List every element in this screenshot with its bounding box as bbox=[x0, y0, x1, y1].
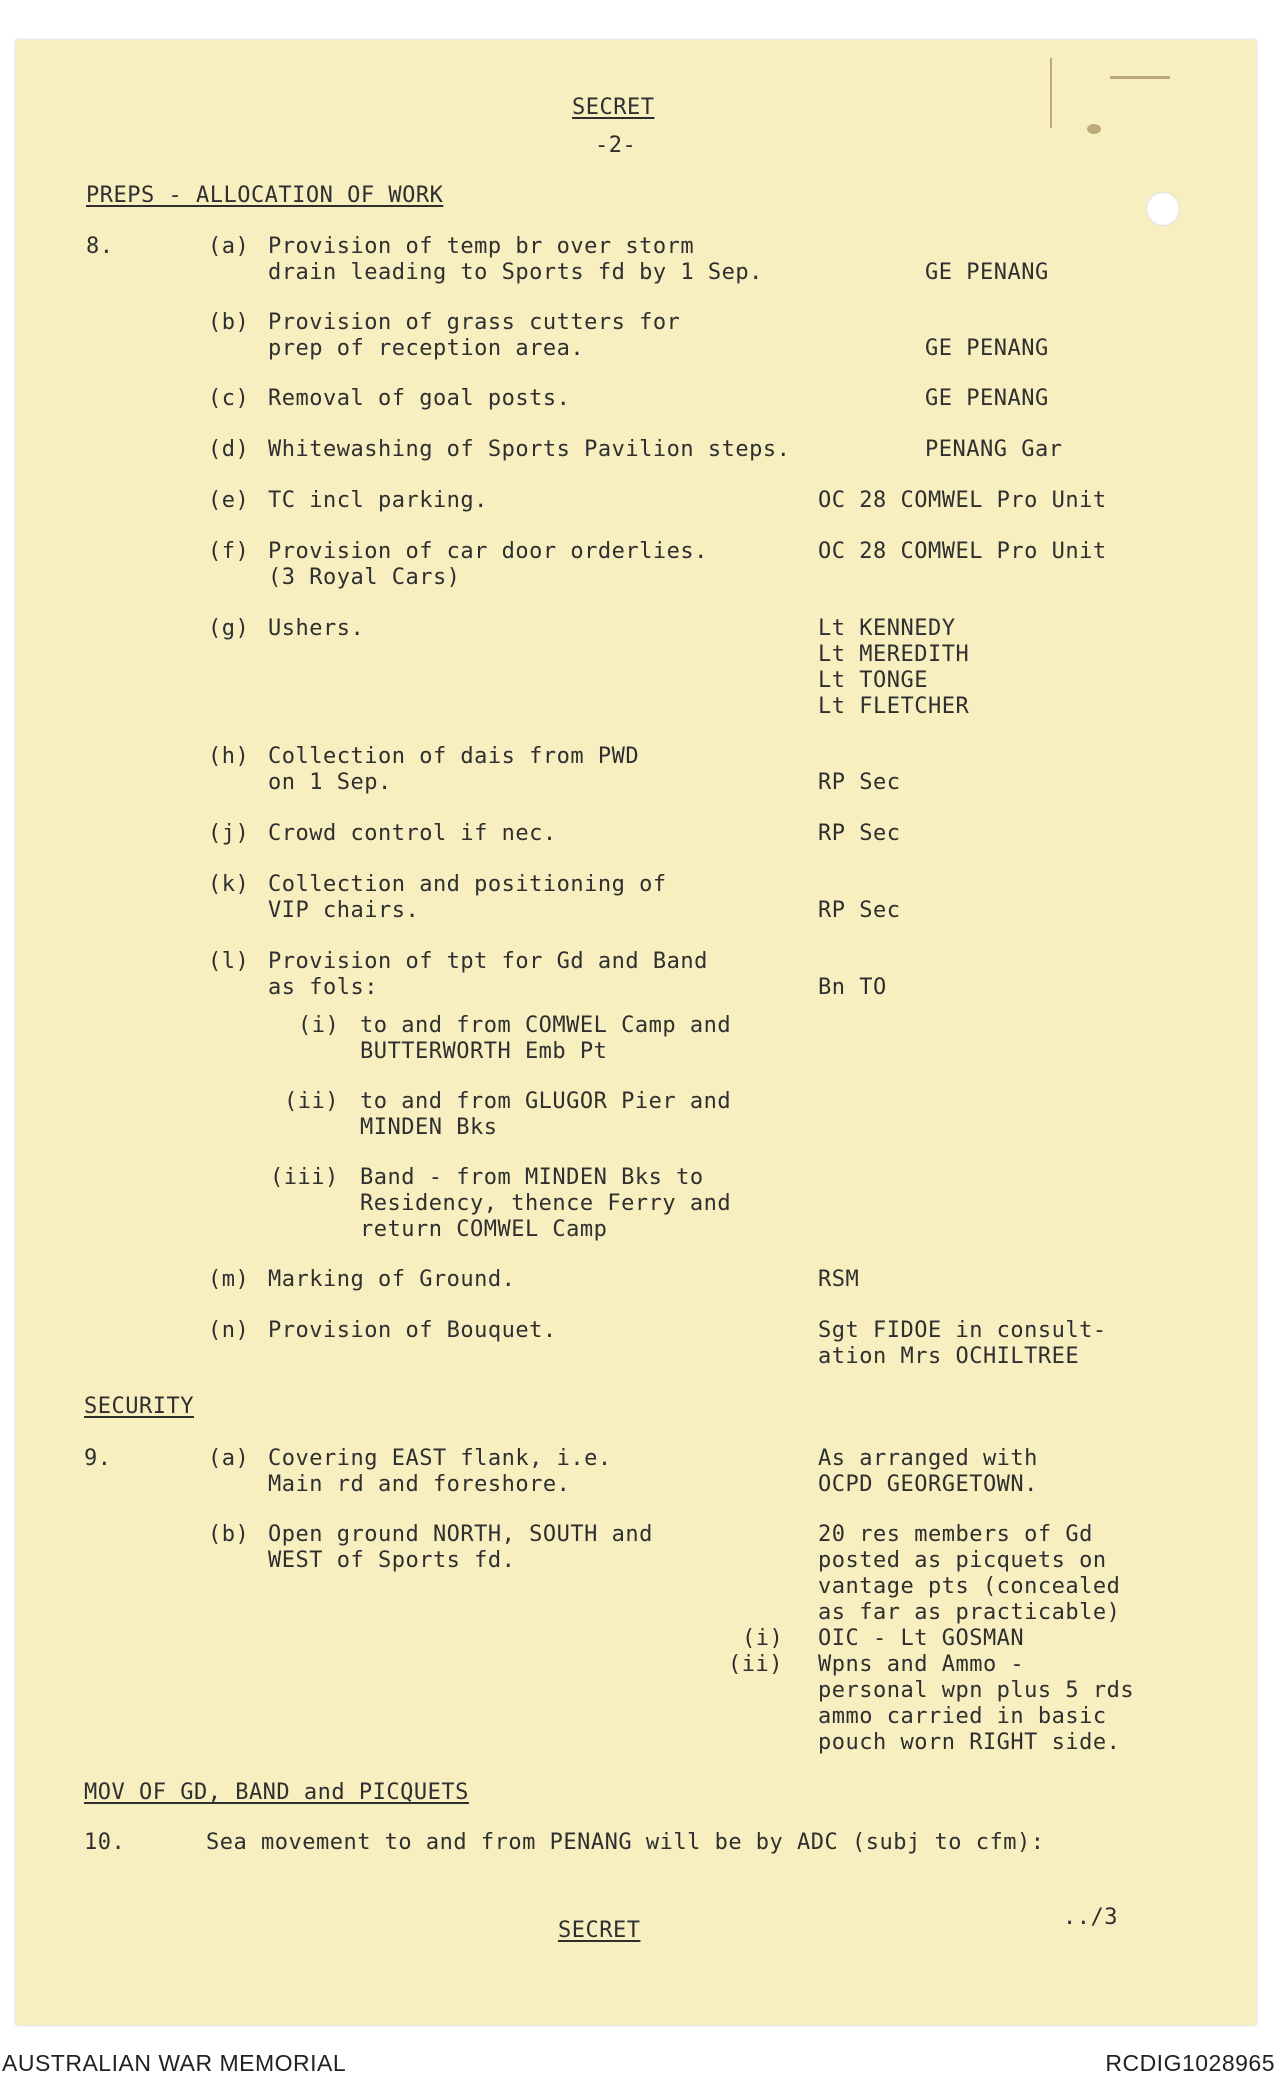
para-number: 9. bbox=[84, 1446, 112, 1471]
sub-item-key: (i) bbox=[742, 1626, 784, 1651]
item-text: prep of reception area. bbox=[268, 336, 585, 361]
sub-item-text: BUTTERWORTH Emb Pt bbox=[360, 1039, 608, 1064]
archive-reference: RCDIG1028965 bbox=[1105, 2050, 1275, 2076]
classification-bottom: SECRET bbox=[558, 1918, 641, 1943]
sub-item-text: Band - from MINDEN Bks to bbox=[360, 1165, 704, 1190]
paragraph-text: Sea movement to and from PENANG will be by ADC (subj to cfm): bbox=[206, 1830, 1045, 1855]
item-key: (f) bbox=[208, 539, 250, 564]
staple-mark bbox=[1087, 124, 1101, 134]
item-text: Whitewashing of Sports Pavilion steps. bbox=[268, 437, 791, 462]
item-text: (3 Royal Cars) bbox=[268, 565, 461, 590]
para-number: 10. bbox=[84, 1830, 126, 1855]
item-responsibility: Sgt FIDOE in consult- bbox=[818, 1318, 1107, 1343]
item-text: Removal of goal posts. bbox=[268, 386, 571, 411]
item-responsibility: vantage pts (concealed bbox=[818, 1574, 1121, 1599]
sub-item-text: return COMWEL Camp bbox=[360, 1217, 608, 1242]
item-text: Provision of temp br over storm bbox=[268, 234, 695, 259]
item-key: (a) bbox=[208, 1446, 250, 1471]
sub-item-key: (ii) bbox=[728, 1652, 783, 1677]
item-key: (e) bbox=[208, 488, 250, 513]
item-text: Collection and positioning of bbox=[268, 872, 667, 897]
item-text: Main rd and foreshore. bbox=[268, 1472, 571, 1497]
staple-mark bbox=[1110, 76, 1170, 79]
item-text: Covering EAST flank, i.e. bbox=[268, 1446, 612, 1471]
section-heading-movement: MOV OF GD, BAND and PICQUETS bbox=[84, 1780, 469, 1805]
item-key: (j) bbox=[208, 821, 250, 846]
sub-item-text: to and from GLUGOR Pier and bbox=[360, 1089, 732, 1114]
item-key: (b) bbox=[208, 1522, 250, 1547]
item-key: (h) bbox=[208, 744, 250, 769]
item-key: (c) bbox=[208, 386, 250, 411]
item-text: WEST of Sports fd. bbox=[268, 1548, 516, 1573]
item-responsibility: OC 28 COMWEL Pro Unit bbox=[818, 539, 1107, 564]
item-responsibility: GE PENANG bbox=[925, 260, 1049, 285]
sub-item-text: to and from COMWEL Camp and bbox=[360, 1013, 732, 1038]
item-text: VIP chairs. bbox=[268, 898, 420, 923]
item-key: (g) bbox=[208, 616, 250, 641]
item-text: TC incl parking. bbox=[268, 488, 488, 513]
item-key: (n) bbox=[208, 1318, 250, 1343]
item-text: as fols: bbox=[268, 975, 378, 1000]
item-text: Collection of dais from PWD bbox=[268, 744, 640, 769]
item-responsibility: OCPD GEORGETOWN. bbox=[818, 1472, 1038, 1497]
page-number: -2- bbox=[595, 133, 637, 158]
item-text: Open ground NORTH, SOUTH and bbox=[268, 1522, 653, 1547]
para-number: 8. bbox=[86, 234, 114, 259]
item-text: Provision of Bouquet. bbox=[268, 1318, 557, 1343]
archive-credit: AUSTRALIAN WAR MEMORIAL bbox=[2, 2050, 347, 2076]
item-text: Ushers. bbox=[268, 616, 365, 641]
item-text: Provision of grass cutters for bbox=[268, 310, 681, 335]
item-responsibility: Bn TO bbox=[818, 975, 887, 1000]
sub-item-text: ammo carried in basic bbox=[818, 1704, 1107, 1729]
usher-name: Lt KENNEDY bbox=[818, 616, 956, 641]
item-responsibility: OC 28 COMWEL Pro Unit bbox=[818, 488, 1107, 513]
item-text: on 1 Sep. bbox=[268, 770, 392, 795]
usher-name: Lt MEREDITH bbox=[818, 642, 970, 667]
continuation-marker: ../3 bbox=[1063, 1905, 1118, 1930]
sub-item-text: MINDEN Bks bbox=[360, 1115, 498, 1140]
classification-top: SECRET bbox=[572, 95, 655, 120]
item-text: drain leading to Sports fd by 1 Sep. bbox=[268, 260, 763, 285]
sub-item-key: (iii) bbox=[270, 1165, 339, 1190]
section-heading-preps: PREPS - ALLOCATION OF WORK bbox=[86, 183, 444, 208]
sub-item-key: (ii) bbox=[284, 1089, 339, 1114]
sub-item-text: OIC - Lt GOSMAN bbox=[818, 1626, 1025, 1651]
item-text: Marking of Ground. bbox=[268, 1267, 516, 1292]
sub-item-text: personal wpn plus 5 rds bbox=[818, 1678, 1135, 1703]
item-responsibility: 20 res members of Gd bbox=[818, 1522, 1093, 1547]
item-responsibility: RP Sec bbox=[818, 821, 901, 846]
item-responsibility: RP Sec bbox=[818, 898, 901, 923]
sub-item-text: pouch worn RIGHT side. bbox=[818, 1730, 1121, 1755]
sub-item-text: Wpns and Ammo - bbox=[818, 1652, 1025, 1677]
item-key: (d) bbox=[208, 437, 250, 462]
item-key: (k) bbox=[208, 872, 250, 897]
punch-hole bbox=[1146, 192, 1180, 226]
item-key: (l) bbox=[208, 949, 250, 974]
item-responsibility: ation Mrs OCHILTREE bbox=[818, 1344, 1080, 1369]
item-responsibility: RSM bbox=[818, 1267, 860, 1292]
item-responsibility: posted as picquets on bbox=[818, 1548, 1107, 1573]
item-text: Provision of car door orderlies. bbox=[268, 539, 708, 564]
staple-mark bbox=[1050, 58, 1052, 128]
item-key: (m) bbox=[208, 1267, 250, 1292]
item-key: (b) bbox=[208, 310, 250, 335]
item-responsibility: RP Sec bbox=[818, 770, 901, 795]
usher-name: Lt TONGE bbox=[818, 668, 928, 693]
item-text: Crowd control if nec. bbox=[268, 821, 557, 846]
section-heading-security: SECURITY bbox=[84, 1394, 194, 1419]
item-responsibility: As arranged with bbox=[818, 1446, 1038, 1471]
sub-item-text: Residency, thence Ferry and bbox=[360, 1191, 732, 1216]
item-key: (a) bbox=[208, 234, 250, 259]
item-responsibility: PENANG Gar bbox=[925, 437, 1063, 462]
item-text: Provision of tpt for Gd and Band bbox=[268, 949, 708, 974]
item-responsibility: as far as practicable) bbox=[818, 1600, 1121, 1625]
item-responsibility: GE PENANG bbox=[925, 386, 1049, 411]
sub-item-key: (i) bbox=[298, 1013, 340, 1038]
item-responsibility: GE PENANG bbox=[925, 336, 1049, 361]
usher-name: Lt FLETCHER bbox=[818, 694, 970, 719]
